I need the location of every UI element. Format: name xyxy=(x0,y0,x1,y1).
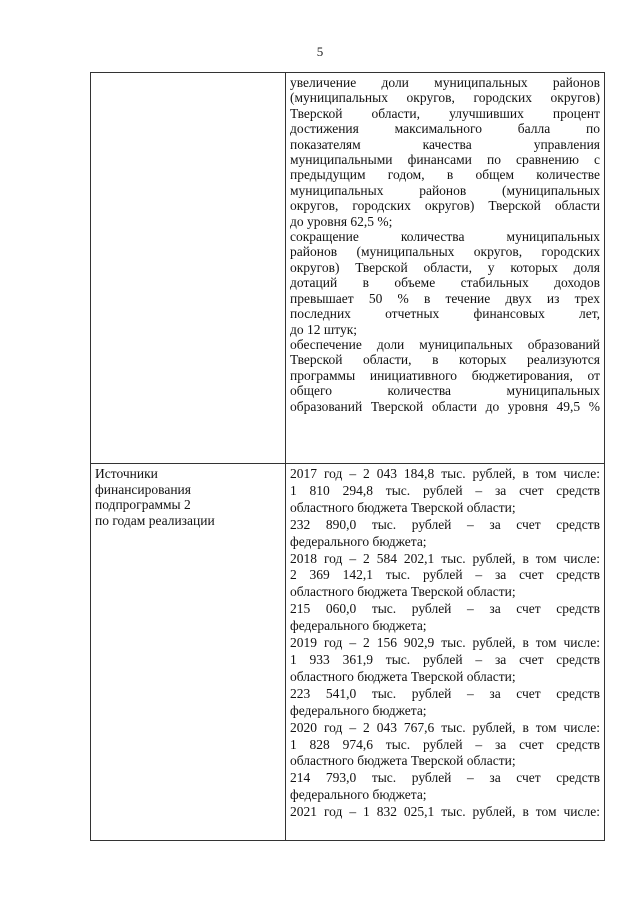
text-line: областного бюджета Тверской области; xyxy=(290,584,516,600)
text-line: 2017 год – 2 043 184,8 тыс. рублей, в том числе: xyxy=(290,466,600,481)
text-line: федерального бюджета; xyxy=(290,702,427,718)
subprogram-passport-table xyxy=(90,72,605,841)
page-number: 5 xyxy=(316,44,324,59)
text-line: предыдущим годом, в общем количестве xyxy=(290,167,600,183)
text-line: муниципальными финансами по сравнению с xyxy=(290,152,600,168)
label-line: финансирования xyxy=(95,481,191,497)
text-line: 215 060,0 тыс. рублей – за счет средств xyxy=(290,601,600,617)
row2-left-cell xyxy=(91,464,286,841)
text-line: образований Тверской области до уровня 49,5 % xyxy=(290,398,600,414)
row1-left-cell xyxy=(91,73,286,464)
table-row xyxy=(91,464,605,841)
text-line: областного бюджета Тверской области; xyxy=(290,668,516,684)
text-line: общего количества муниципальных xyxy=(290,383,600,399)
text-line: 1 828 974,6 тыс. рублей – за счет средств xyxy=(290,736,600,752)
text-line: Тверской области, в которых реализуются xyxy=(290,352,600,368)
text-line: 223 541,0 тыс. рублей – за счет средств xyxy=(290,685,600,701)
row1-right-cell xyxy=(286,73,605,464)
text-line: федерального бюджета; xyxy=(290,533,427,549)
label-line: Источники xyxy=(95,466,158,481)
text-line: Тверской области, улучшивших процент xyxy=(290,105,600,121)
text-line: федерального бюджета; xyxy=(290,787,427,803)
text-line: сокращение количества муниципальных xyxy=(290,229,600,245)
text-line: дотаций в объеме стабильных доходов xyxy=(290,275,600,291)
text-line: муниципальных районов (муниципальных xyxy=(290,182,600,198)
text-line: 2018 год – 2 584 202,1 тыс. рублей, в том числе: xyxy=(290,550,600,566)
text-line: районов (муниципальных округов, городских xyxy=(290,244,600,260)
text-line: 1 933 361,9 тыс. рублей – за счет средств xyxy=(290,651,600,667)
text-line: показателям качества управления xyxy=(290,136,600,152)
text-line: округов) Тверской области, у которых доля xyxy=(290,259,600,275)
table-row xyxy=(91,73,605,464)
text-line: обеспечение доли муниципальных образований xyxy=(290,336,600,352)
text-line: 2019 год – 2 156 902,9 тыс. рублей, в том числе: xyxy=(290,635,600,651)
text-line: округов, городских округов) Тверской области xyxy=(290,198,600,214)
text-line: 2021 год – 1 832 025,1 тыс. рублей, в том числе: xyxy=(290,804,600,820)
label-line: подпрограммы 2 xyxy=(95,497,191,513)
text-line: превышает 50 % в течение двух из трех xyxy=(290,290,600,306)
text-line: областного бюджета Тверской области; xyxy=(290,753,516,769)
text-line: 2 369 142,1 тыс. рублей – за счет средств xyxy=(290,567,600,583)
text-line: до 12 штук; xyxy=(290,321,358,337)
text-line: до уровня 62,5 %; xyxy=(290,213,393,229)
label-line: по годам реализации xyxy=(95,512,215,528)
text-line: областного бюджета Тверской области; xyxy=(290,499,516,515)
text-line: увеличение доли муниципальных районов xyxy=(290,75,600,90)
text-line: 214 793,0 тыс. рублей – за счет средств xyxy=(290,770,600,786)
text-line: 2020 год – 2 043 767,6 тыс. рублей, в том числе: xyxy=(290,719,600,735)
text-line: программы инициативного бюджетирования, от xyxy=(290,367,600,383)
text-line: последних отчетных финансовых лет, xyxy=(290,306,600,322)
text-line: (муниципальных округов, городских округов) xyxy=(290,90,600,106)
text-line: 1 810 294,8 тыс. рублей – за счет средств xyxy=(290,482,600,498)
text-line: федерального бюджета; xyxy=(290,618,427,634)
text-line: достижения максимального балла по xyxy=(290,121,600,137)
row2-right-cell xyxy=(286,464,605,841)
text-line: 232 890,0 тыс. рублей – за счет средств xyxy=(290,516,600,532)
